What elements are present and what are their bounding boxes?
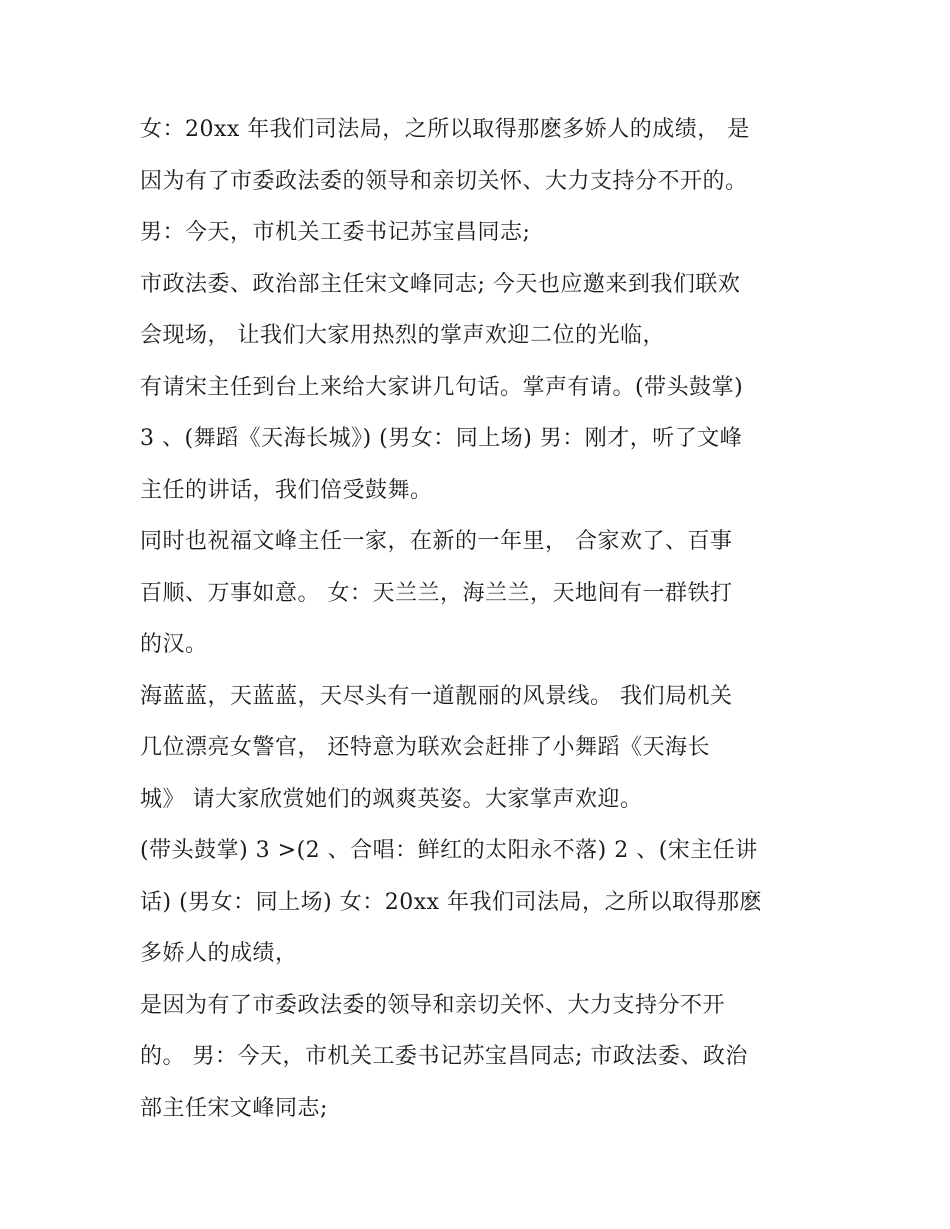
- text-line-11: 的汉。: [140, 632, 208, 657]
- text-line-3: 男：今天，市机关工委书记苏宝昌同志;: [140, 220, 531, 245]
- text-line-15: (带头鼓掌) 3 >(2 、合唱：鲜红的太阳永不落) 2 、(宋主任讲: [140, 838, 758, 863]
- text-line-4: 市政法委、政治部主任宋文峰同志; 今天也应邀来到我们联欢: [140, 271, 741, 297]
- text-line-10: 百顺、万事如意。 女：天兰兰，海兰兰，天地间有一群铁打: [140, 580, 733, 606]
- text-line-12: 海蓝蓝，天蓝蓝，天尽头有一道靓丽的风景线。 我们局机关: [140, 683, 733, 709]
- text-line-13: 几位漂亮女警官， 还特意为联欢会赶排了小舞蹈《天海长: [140, 735, 710, 760]
- text-line-2: 因为有了市委政法委的领导和亲切关怀、大力支持分不开的。: [140, 168, 748, 194]
- text-line-8: 主任的讲话，我们倍受鼓舞。: [140, 477, 433, 503]
- text-line-5: 会现场， 让我们大家用热烈的掌声欢迎二位的光临，: [140, 323, 665, 348]
- document-body: [140, 104, 830, 1134]
- text-line-14: 城》 请大家欣赏她们的飒爽英姿。大家掌声欢迎。: [140, 786, 643, 812]
- text-line-17: 多娇人的成绩，: [140, 941, 298, 966]
- text-line-1: 女：20xx 年我们司法局，之所以取得那麽多娇人的成绩， 是: [140, 117, 750, 142]
- text-line-20: 部主任宋文峰同志;: [140, 1095, 328, 1121]
- text-line-19: 的。 男：今天，市机关工委书记苏宝昌同志; 市政法委、政治: [140, 1044, 748, 1069]
- text-line-16: 话) (男女：同上场) 女：20xx 年我们司法局，之所以取得那麽: [140, 889, 763, 915]
- text-line-18: 是因为有了市委政法委的领导和亲切关怀、大力支持分不开: [140, 992, 726, 1018]
- text-line-9: 同时也祝福文峰主任一家，在新的一年里， 合家欢了、百事: [140, 529, 733, 554]
- text-line-7: 3 、(舞蹈《天海长城》) (男女：同上场) 男：刚才，听了文峰: [140, 426, 743, 451]
- text-line-6: 有请宋主任到台上来给大家讲几句话。掌声有请。(带头鼓掌): [140, 374, 744, 400]
